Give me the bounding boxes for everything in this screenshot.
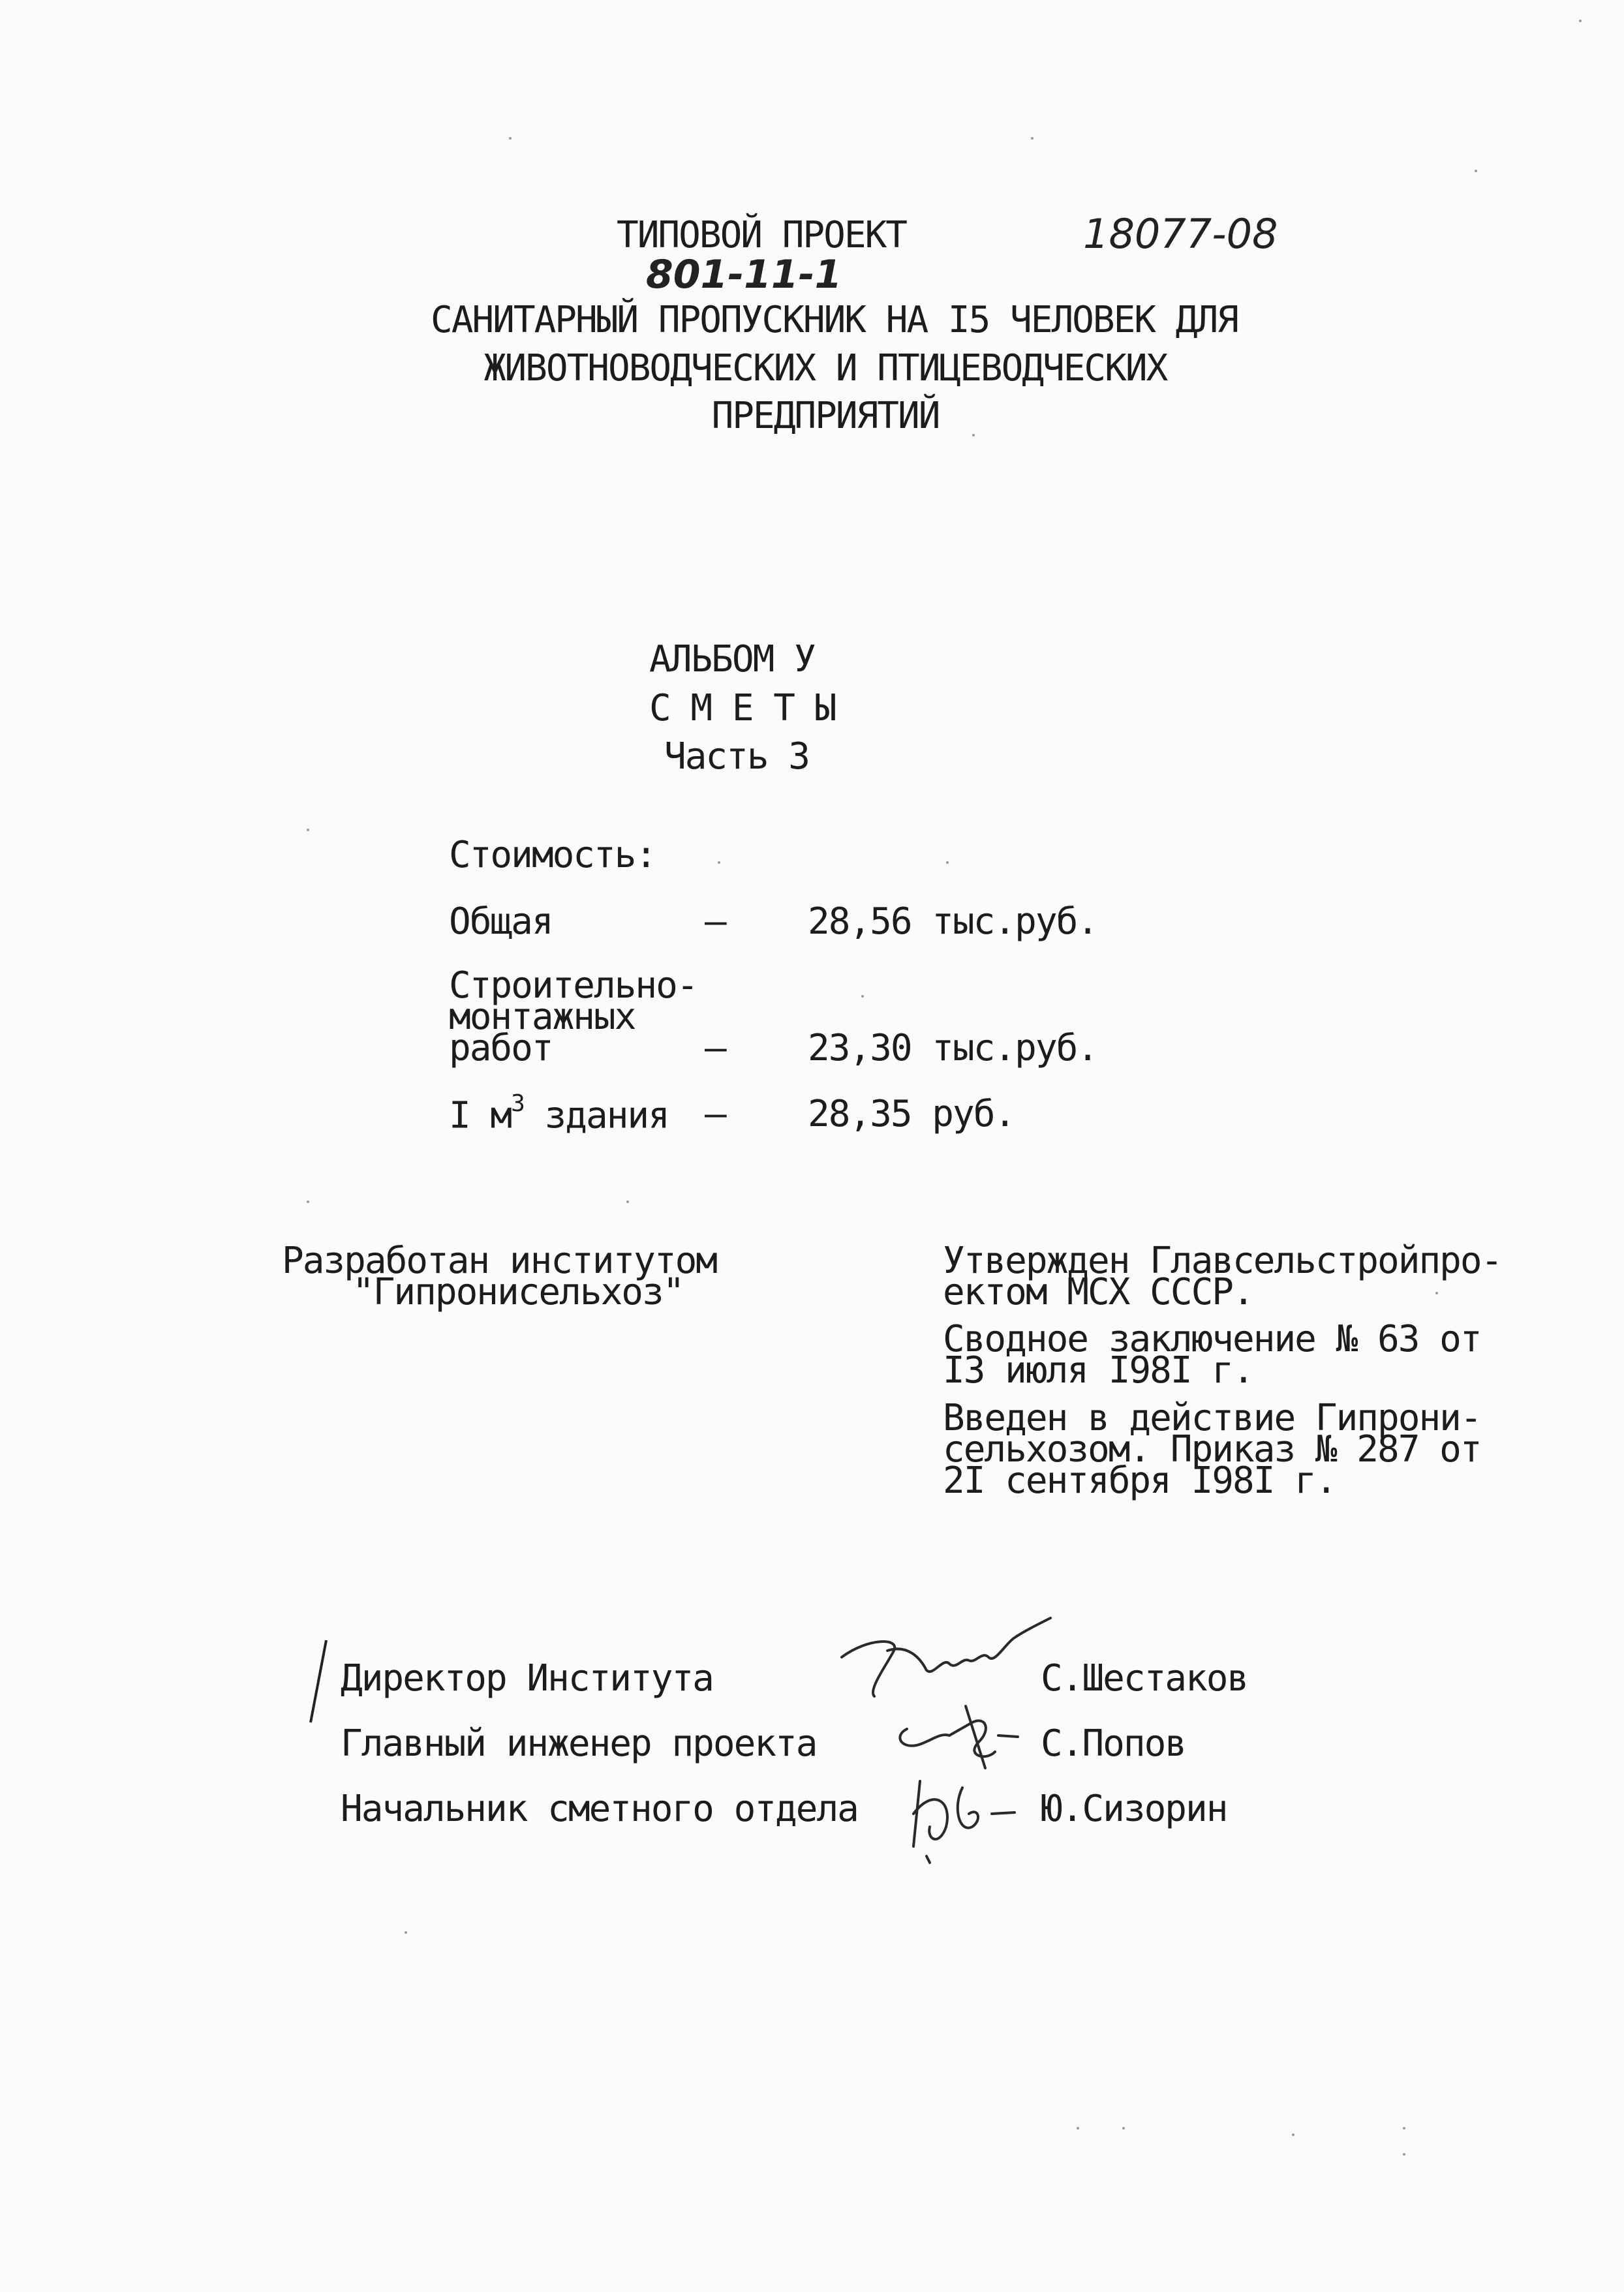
cost-per-m3-suffix: здания (523, 1094, 669, 1137)
scan-speck (972, 434, 975, 436)
album-part: Часть 3 (664, 735, 810, 778)
cost-total-value: 28,56 тыс.руб. (808, 900, 1098, 943)
developed-by-line-1: Разработан институтом (282, 1240, 717, 1282)
cost-total-label: Общая (449, 900, 553, 943)
scan-speck (718, 861, 720, 864)
scan-speck (1122, 2127, 1125, 2130)
conclusion-line-1: Сводное заключение № 63 от (943, 1318, 1481, 1360)
estimate-head-signature (900, 1762, 1044, 1866)
cost-construction-label-2: монтажных (449, 996, 636, 1038)
scan-speck (861, 995, 864, 998)
signature-name-2: С.Попов (1041, 1722, 1186, 1765)
signature-position-1: Директор Института (341, 1657, 713, 1700)
project-title-line-3: ПРЕДПРИЯТИЙ (711, 395, 940, 437)
cost-heading: Стоимость: (449, 834, 656, 876)
scan-speck (1435, 1292, 1438, 1294)
cost-per-m3-label (449, 1090, 669, 1137)
cost-per-m3-dash: – (705, 1093, 726, 1135)
album-title: АЛЬБОМ У (649, 638, 815, 680)
scan-speck (1475, 170, 1477, 172)
scan-speck (1292, 2133, 1295, 2136)
cost-per-m3-prefix: I м (449, 1094, 512, 1137)
cost-construction-label-3: работ (449, 1027, 553, 1069)
scan-speck (509, 137, 512, 140)
conclusion-line-2: I3 июля I98I г. (943, 1349, 1253, 1392)
cost-per-m3-value: 28,35 руб. (808, 1093, 1015, 1135)
scan-speck (1031, 137, 1034, 140)
project-title-line-2: ЖИВОТНОВОДЧЕСКИХ И ПТИЦЕВОДЧЕСКИХ (483, 347, 1167, 390)
scan-speck (1077, 2127, 1079, 2130)
signature-name-3: Ю.Сизорин (1041, 1788, 1227, 1830)
enacted-line-2: сельхозом. Приказ № 287 от (943, 1428, 1481, 1471)
cost-construction-label-1: Строительно- (449, 964, 697, 1007)
cost-construction-value: 23,30 тыс.руб. (808, 1027, 1098, 1069)
cost-construction-dash: – (705, 1027, 726, 1069)
project-type-label: ТИПОВОЙ ПРОЕКТ (617, 214, 907, 256)
signature-name-1: С.Шестаков (1041, 1657, 1248, 1700)
scan-speck (1403, 2127, 1405, 2130)
developed-by-line-2: "Гипронисельхоз" (352, 1271, 684, 1313)
scan-speck (307, 829, 309, 831)
project-title-line-1: САНИТАРНЫЙ ПРОПУСКНИК НА I5 ЧЕЛОВЕК ДЛЯ (431, 299, 1238, 341)
enacted-line-1: Введен в действие Гипрони- (943, 1397, 1481, 1439)
cost-per-m3-sup: 3 (511, 1090, 524, 1117)
scan-speck (307, 1200, 309, 1203)
margin-stroke (307, 1638, 333, 1729)
scan-speck (1403, 2153, 1405, 2156)
scan-speck (626, 1200, 629, 1203)
enacted-line-3: 2I сентября I98I г. (943, 1459, 1336, 1502)
approved-line-2: ектом МСХ СССР. (943, 1271, 1253, 1313)
scan-speck (1579, 20, 1582, 22)
album-subtitle: С М Е Т Ы (649, 687, 836, 729)
scan-speck (405, 1931, 407, 1934)
project-code: 801-11-1 (646, 252, 842, 298)
signature-position-2: Главный инженер проекта (341, 1722, 817, 1765)
approved-line-1: Утвержден Главсельстройпро- (943, 1240, 1502, 1282)
inventory-number: 18077-08 (1083, 210, 1278, 258)
cost-total-dash: – (705, 900, 726, 943)
signature-position-3: Начальник сметного отдела (341, 1788, 858, 1830)
scan-speck (946, 861, 949, 864)
